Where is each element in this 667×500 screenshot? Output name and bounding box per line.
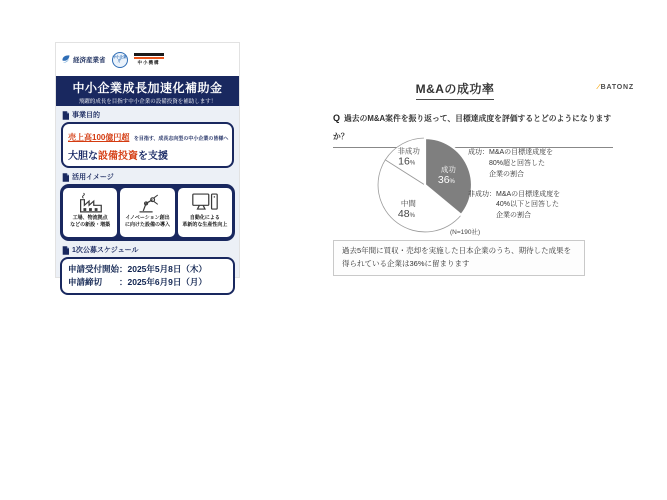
section-purpose-header: [62, 110, 239, 120]
document-icon: [62, 246, 69, 255]
footnote-box: 過去5年間に買収・売却を実施した日本企業のうち、期待した成果を得られている企業は36%に留まります: [333, 240, 585, 276]
meti-swoosh-icon: [61, 51, 71, 69]
batonz-logo: [598, 84, 634, 91]
section-schedule-label: 1次公募スケジュール: [72, 247, 139, 254]
sample-size-note: (N=190社): [450, 229, 481, 236]
flyer-subtitle: 飛躍的成長を目指す中小企業の設備投資を補助します！: [78, 99, 217, 105]
chart-title-row: [330, 80, 580, 100]
factory-icon: [75, 190, 105, 215]
purpose-box: [61, 122, 234, 168]
batonz-label: BATONZ: [600, 84, 634, 91]
revenue-highlight: 売上高100億円超: [68, 133, 130, 142]
robot-arm-icon: [132, 190, 162, 215]
batonz-mark-icon: ⁄: [597, 84, 600, 91]
document-icon: [62, 111, 69, 120]
support-pre: 大胆な: [68, 151, 98, 162]
support-post: を支援: [138, 151, 168, 162]
usage-card-innovation: [120, 188, 174, 237]
smrj-stripe-icon: [134, 53, 164, 56]
pie-legend: [468, 148, 638, 231]
flyer-title-banner: [56, 76, 239, 106]
usage-card-factory: [63, 188, 117, 237]
legend-lines: M&Aの目標達成度を 40%以下と回答した 企業の割合: [496, 190, 561, 220]
schedule-deadline-line: 申請締切 ：2025年6月9日（月）: [68, 277, 207, 288]
question-prefix: Q: [333, 113, 341, 123]
purpose-line1: [68, 127, 227, 145]
usage-card-label: 自動化による 革新的な生産性向上: [182, 215, 228, 228]
legend-entry-unsuccess: [468, 190, 638, 223]
chusho-agency-badge-icon: 中小企業庁: [112, 52, 128, 68]
usage-card-label: イノベーション創出 に向けた設備の導入: [124, 215, 170, 228]
section-usage-label: 活用イメージ: [72, 174, 114, 181]
pie-slice-label: 非成功 16%: [397, 146, 420, 168]
legend-entry-success: [468, 148, 638, 181]
schedule-box: [60, 257, 235, 295]
chart-title: M&Aの成功率: [416, 80, 495, 100]
question-text: 過去のM&A案件を振り返って、目標達成度を評価するとどのようになりますか？: [333, 114, 612, 141]
subsidy-flyer: [55, 42, 240, 288]
legend-term: 成功：: [468, 149, 489, 156]
pie-slice-label: 成功 36%: [437, 164, 456, 186]
legend-lines: M&Aの目標達成度を 80%超と回答した 企業の割合: [489, 149, 554, 178]
pie-slice-label: 中間 48%: [397, 198, 416, 220]
usage-card-label: 工場、物流拠点 などの新設・増築: [70, 215, 111, 228]
legend-term: 非成功：: [468, 190, 496, 198]
meti-label: 経済産業省: [73, 57, 106, 64]
flyer-logo-header: [56, 43, 239, 76]
section-usage-header: [62, 172, 239, 182]
computer-icon: [190, 190, 220, 215]
smrj-label: 中小機構: [137, 59, 160, 65]
usage-card-automation: [178, 188, 232, 237]
revenue-highlight-rest: を目指す、成長志向型の中小企業の皆様へ: [133, 136, 229, 142]
ma-success-chart-panel: [330, 78, 642, 278]
smrj-stripe-orange-icon: [134, 57, 164, 59]
flyer-title: 中小企業成長加速化補助金: [72, 81, 223, 95]
support-emphasis: 設備投資: [98, 151, 138, 162]
schedule-start-line: 申請受付開始：2025年5月8日（木）: [68, 264, 207, 274]
smrj-logo: [134, 53, 164, 66]
meti-logo: [61, 51, 106, 69]
document-icon: [62, 173, 69, 182]
section-purpose-label: 事業目的: [72, 112, 100, 119]
section-schedule-header: [62, 245, 239, 255]
purpose-line2: [68, 147, 227, 162]
usage-cards-container: [60, 184, 235, 241]
